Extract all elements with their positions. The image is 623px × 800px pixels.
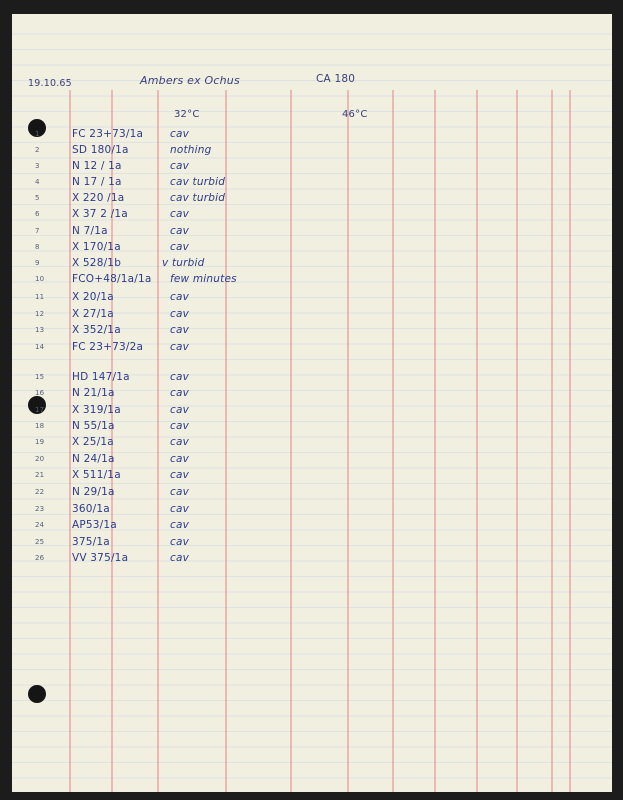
row-number: 17 (35, 406, 45, 414)
sample-code: N 17 / 1a (72, 176, 122, 188)
observation: cav (170, 128, 190, 140)
sample-code: AP53/1a (72, 519, 117, 531)
row-number: 26 (35, 554, 45, 562)
sample-code: HD 147/1a (72, 371, 130, 383)
row-number: 16 (35, 389, 45, 397)
observation: cav turbid (170, 192, 226, 204)
observation: cav (170, 341, 190, 353)
observation: cav (170, 291, 190, 303)
sample-code: N 55/1a (72, 420, 115, 432)
row-number: 2 (35, 146, 40, 154)
observation: nothing (170, 144, 212, 156)
row-number: 13 (35, 326, 45, 334)
observation: v turbid (162, 257, 205, 269)
sample-code: X 27/1a (72, 308, 114, 320)
row-number: 15 (35, 373, 45, 381)
observation: cav (170, 536, 190, 548)
row-number: 20 (35, 455, 45, 463)
sample-code: FCO+48/1a/1a (72, 273, 152, 285)
observation: few minutes (170, 273, 237, 285)
sample-code: X 511/1a (72, 469, 121, 481)
observation: cav turbid (170, 176, 226, 188)
sample-title: Ambers ex Ochus (140, 74, 240, 87)
sample-code: X 528/1b (72, 257, 122, 269)
sample-code: 360/1a (72, 503, 110, 515)
sample-code: X 25/1a (72, 436, 114, 448)
row-number: 21 (35, 471, 45, 479)
row-number: 25 (35, 538, 45, 546)
observation: cav (170, 552, 190, 564)
sample-code: X 319/1a (72, 404, 121, 416)
row-number: 11 (35, 293, 45, 301)
sample-code: VV 375/1a (72, 552, 129, 564)
row-number: 5 (35, 194, 40, 202)
date-heading: 19.10.65 (28, 78, 72, 89)
ruled-ledger-sheet (12, 14, 612, 792)
row-number: 22 (35, 488, 45, 496)
observation: cav (170, 241, 190, 253)
row-number: 10 (35, 275, 45, 283)
observation: cav (170, 486, 190, 498)
temp-column-46: 46°C (342, 109, 368, 120)
sample-code: X 170/1a (72, 241, 121, 253)
observation: cav (170, 324, 190, 336)
sample-code: N 24/1a (72, 453, 115, 465)
row-number: 1 (35, 130, 40, 138)
sample-code: N 21/1a (72, 387, 115, 399)
row-number: 6 (35, 210, 40, 218)
row-number: 14 (35, 343, 45, 351)
row-number: 8 (35, 243, 40, 251)
observation: cav (170, 160, 190, 172)
observation: cav (170, 404, 190, 416)
sample-code: X 352/1a (72, 324, 121, 336)
observation: cav (170, 387, 190, 399)
row-number: 9 (35, 259, 40, 267)
sample-code: SD 180/1a (72, 144, 129, 156)
observation: cav (170, 371, 190, 383)
sample-code: X 37 2 /1a (72, 208, 128, 220)
sample-code: N 12 / 1a (72, 160, 122, 172)
sample-code: X 220 /1a (72, 192, 125, 204)
row-number: 19 (35, 438, 45, 446)
sample-code: N 29/1a (72, 486, 115, 498)
row-number: 4 (35, 178, 40, 186)
observation: cav (170, 469, 190, 481)
observation: cav (170, 436, 190, 448)
row-number: 24 (35, 521, 45, 529)
sample-code: FC 23+73/1a (72, 128, 144, 140)
observation: cav (170, 420, 190, 432)
row-number: 23 (35, 505, 45, 513)
sample-code: X 20/1a (72, 291, 114, 303)
observation: cav (170, 503, 190, 515)
row-number: 12 (35, 310, 45, 318)
observation: cav (170, 519, 190, 531)
row-number: 7 (35, 227, 40, 235)
row-number: 3 (35, 162, 40, 170)
sample-code: FC 23+73/2a (72, 341, 144, 353)
observation: cav (170, 453, 190, 465)
row-number: 18 (35, 422, 45, 430)
observation: cav (170, 208, 190, 220)
temp-column-32: 32°C (174, 109, 200, 120)
observation: cav (170, 225, 190, 237)
observation: cav (170, 308, 190, 320)
sample-code: 375/1a (72, 536, 110, 548)
reference-heading: CA 180 (316, 73, 356, 85)
sample-code: N 7/1a (72, 225, 108, 237)
punch-hole-bottom (28, 685, 46, 703)
